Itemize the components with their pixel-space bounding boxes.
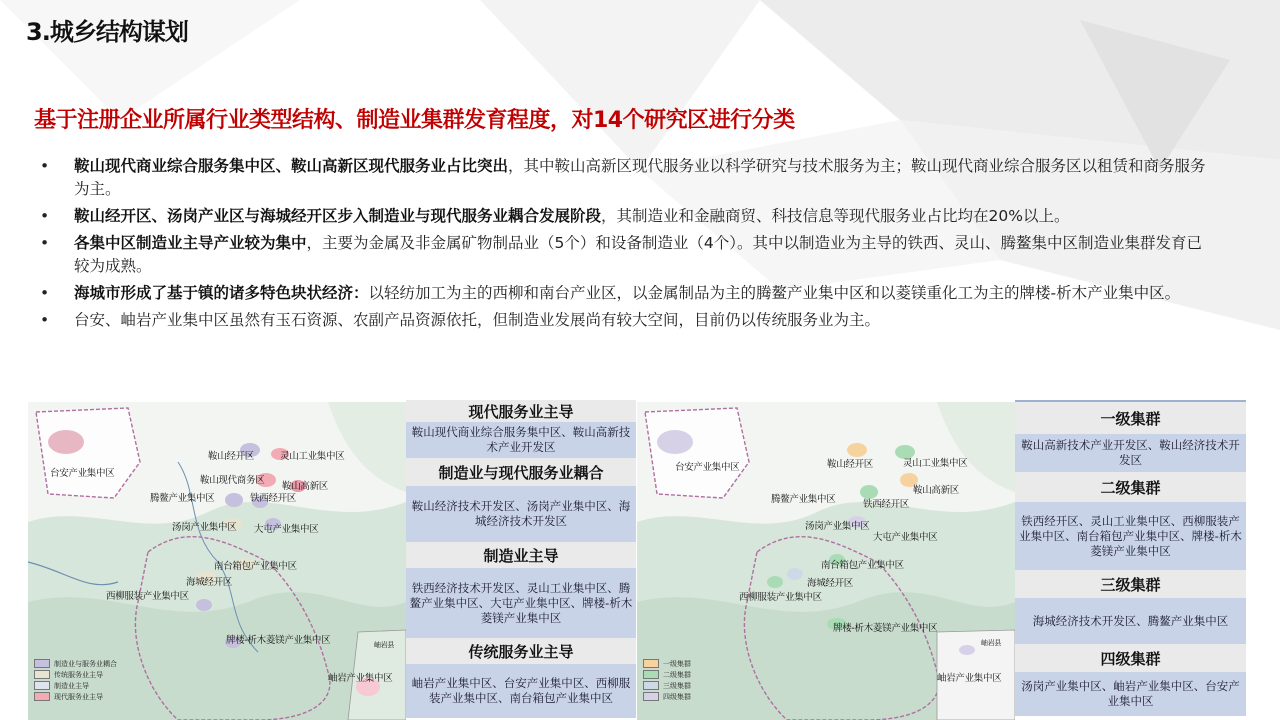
map-label: 鞍山高新区 bbox=[282, 481, 329, 492]
map-label: 灵山工业集中区 bbox=[903, 458, 968, 469]
legend-label: 二级集群 bbox=[663, 670, 691, 679]
panel-body: 鞍山经济技术开发区、汤岗产业集中区、海城经济技术开发区 bbox=[406, 486, 636, 542]
map-label: 大屯产业集中区 bbox=[873, 532, 938, 543]
legend-label: 制造业与服务业耦合 bbox=[54, 659, 117, 668]
bullet-dot-icon: • bbox=[40, 284, 50, 302]
panel-body: 鞍山高新技术产业开发区、鞍山经济技术开发区 bbox=[1015, 434, 1246, 472]
panel-header: 四级集群 bbox=[1015, 644, 1246, 672]
classification-map-2 bbox=[637, 402, 1015, 720]
bullet-bold: 鞍山经开区、汤岗产业区与海城经开区步入制造业与现代服务业耦合发展阶段 bbox=[74, 207, 602, 225]
panel-body: 铁西经开区、灵山工业集中区、西柳服装产业集中区、南台箱包产业集中区、牌楼-析木菱镁产业集中区 bbox=[1015, 502, 1246, 570]
legend-label: 传统服务业主导 bbox=[54, 670, 103, 679]
map-legend bbox=[643, 658, 691, 702]
map-label: 腾鳌产业集中区 bbox=[150, 493, 215, 504]
bullet-bold: 各集中区制造业主导产业较为集中 bbox=[74, 234, 307, 252]
bullet-text: 以轻纺加工为主的西柳和南台产业区，以金属制品为主的腾鳌产业集中区和以菱镁重化工为主的牌楼-析木产业集中区。 bbox=[368, 284, 1181, 302]
map-label: 大屯产业集中区 bbox=[254, 524, 319, 535]
map-label: 牌楼-析木菱镁产业集中区 bbox=[833, 623, 938, 634]
bullet-text: 台安、岫岩产业集中区虽然有玉石资源、农副产品资源依托，但制造业发展尚有较大空间，目前仍以传统服务业为主。 bbox=[74, 311, 881, 329]
map-label: 海城经开区 bbox=[807, 578, 854, 589]
legend-label: 制造业主导 bbox=[54, 681, 89, 690]
map-label: 灵山工业集中区 bbox=[280, 451, 345, 462]
classification-map-1 bbox=[28, 402, 406, 720]
map-label: 鞍山经开区 bbox=[827, 459, 874, 470]
bullet-dot-icon: • bbox=[40, 234, 50, 252]
map-label: 牌楼-析木菱镁产业集中区 bbox=[226, 635, 331, 646]
legend-label: 三级集群 bbox=[663, 681, 691, 690]
legend-label: 四级集群 bbox=[663, 692, 691, 701]
bullet-item bbox=[40, 155, 1210, 201]
panel-header: 三级集群 bbox=[1015, 570, 1246, 598]
legend-label: 现代服务业主导 bbox=[54, 692, 103, 701]
map-label: 南台箱包产业集中区 bbox=[821, 560, 904, 571]
legend-swatch bbox=[34, 692, 50, 701]
legend-label: 一级集群 bbox=[663, 659, 691, 668]
panel-body: 海城经济技术开发区、腾鳌产业集中区 bbox=[1015, 598, 1246, 644]
bullet-item bbox=[40, 232, 1210, 278]
map-label: 汤岗产业集中区 bbox=[805, 521, 870, 532]
bullet-item bbox=[40, 309, 1210, 332]
map-label: 鞍山经开区 bbox=[208, 451, 255, 462]
map-label: 铁西经开区 bbox=[863, 499, 910, 510]
panel-header: 传统服务业主导 bbox=[406, 638, 636, 664]
panel-header: 二级集群 bbox=[1015, 472, 1246, 502]
bullet-dot-icon: • bbox=[40, 207, 50, 225]
map-label: 岫岩产业集中区 bbox=[937, 673, 1002, 684]
page-subtitle: 基于注册企业所属行业类型结构、制造业集群发育程度，对14个研究区进行分类 bbox=[34, 108, 795, 133]
legend-swatch bbox=[34, 681, 50, 690]
map-label: 鞍山现代商务区 bbox=[200, 475, 265, 486]
map-label: 腾鳌产业集中区 bbox=[771, 494, 836, 505]
page-title: 3.城乡结构谋划 bbox=[26, 18, 188, 46]
bullet-item bbox=[40, 282, 1210, 305]
bullet-text: ，其制造业和金融商贸、科技信息等现代服务业占比均在20%以上。 bbox=[601, 207, 1070, 225]
map-legend bbox=[34, 658, 117, 702]
legend-swatch bbox=[643, 659, 659, 668]
map-label: 南台箱包产业集中区 bbox=[214, 561, 297, 572]
panel-body: 鞍山现代商业综合服务集中区、鞍山高新技术产业开发区 bbox=[406, 422, 636, 458]
legend-swatch bbox=[643, 670, 659, 679]
bullet-bold: 海城市形成了基于镇的诸多特色块状经济： bbox=[74, 284, 369, 302]
bullet-item bbox=[40, 205, 1210, 228]
legend-swatch bbox=[643, 692, 659, 701]
bullet-text: ，其中鞍山高新区现代服务业以科学研究与技术服务为主；鞍山现代商业综合服务区以租赁和商务服务为主。 bbox=[74, 157, 1206, 198]
panel-header: 制造业主导 bbox=[406, 542, 636, 568]
legend-swatch bbox=[34, 670, 50, 679]
map-label: 海城经开区 bbox=[186, 577, 233, 588]
bullet-list bbox=[40, 155, 1210, 336]
classification-panel-1 bbox=[406, 400, 636, 718]
legend-swatch bbox=[34, 659, 50, 668]
map-label: 西柳服装产业集中区 bbox=[106, 591, 189, 602]
map-label: 台安产业集中区 bbox=[50, 468, 115, 479]
map-label: 岫岩县 bbox=[374, 641, 395, 649]
panel-body: 岫岩产业集中区、台安产业集中区、西柳服装产业集中区、南台箱包产业集中区 bbox=[406, 664, 636, 718]
bullet-text: ，主要为金属及非金属矿物制品业（5个）和设备制造业（4个）。其中以制造业为主导的铁西、灵山、腾鳌集中区制造业集群发育已较为成熟。 bbox=[74, 234, 1202, 275]
map-label: 铁西经开区 bbox=[250, 493, 297, 504]
bullet-bold: 鞍山现代商业综合服务集中区、鞍山高新区现代服务业占比突出 bbox=[74, 157, 509, 175]
panel-header: 制造业与现代服务业耦合 bbox=[406, 458, 636, 486]
map-label: 岫岩县 bbox=[981, 639, 1002, 647]
panel-body: 铁西经济技术开发区、灵山工业集中区、腾鳌产业集中区、大屯产业集中区、牌楼-析木菱镁产业集中区 bbox=[406, 568, 636, 638]
bullet-dot-icon: • bbox=[40, 157, 50, 175]
map-label: 鞍山高新区 bbox=[913, 485, 960, 496]
legend-swatch bbox=[643, 681, 659, 690]
bullet-dot-icon: • bbox=[40, 311, 50, 329]
map-label: 岫岩产业集中区 bbox=[328, 673, 393, 684]
map-label: 西柳服装产业集中区 bbox=[739, 592, 822, 603]
map-label: 台安产业集中区 bbox=[675, 462, 740, 473]
classification-panel-2 bbox=[1015, 400, 1246, 716]
panel-header: 现代服务业主导 bbox=[406, 400, 636, 422]
panel-header: 一级集群 bbox=[1015, 400, 1246, 434]
map-label: 汤岗产业集中区 bbox=[172, 522, 237, 533]
panel-body: 汤岗产业集中区、岫岩产业集中区、台安产业集中区 bbox=[1015, 672, 1246, 716]
